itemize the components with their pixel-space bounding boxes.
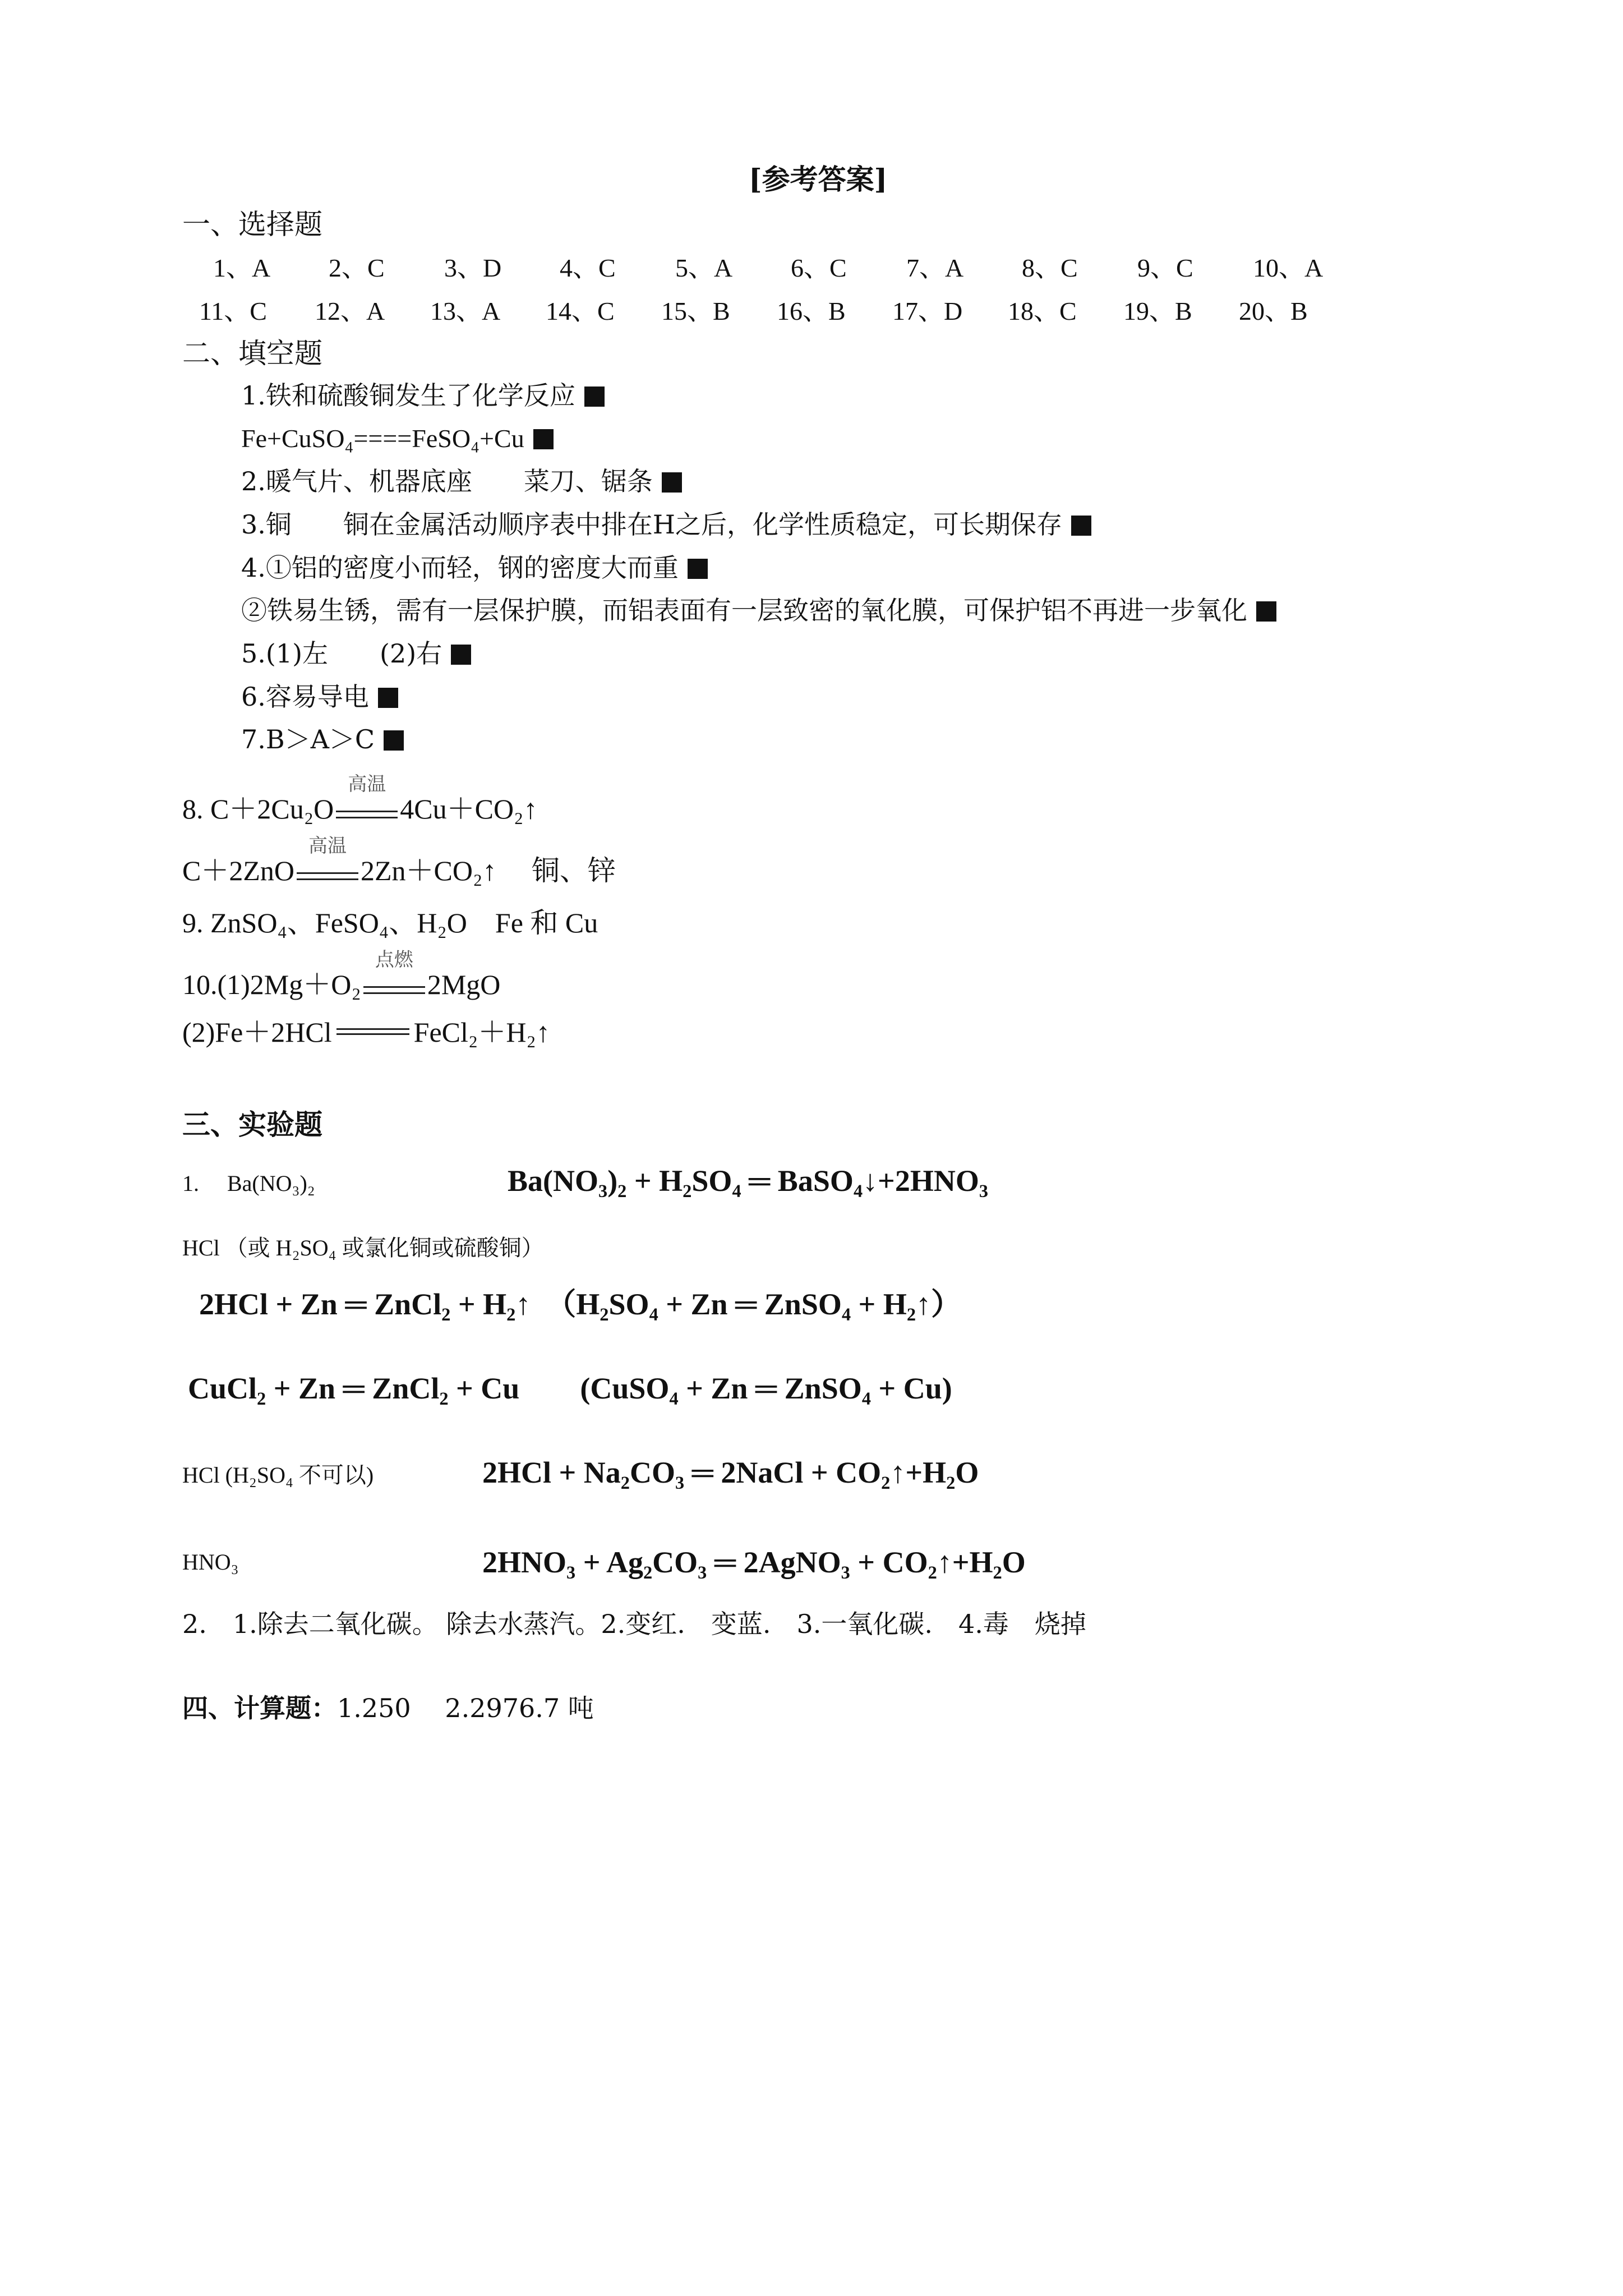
fill-answer-1-equation: Fe+CuSO₄====FeSO₄+Cu bbox=[241, 422, 554, 455]
experiment-1-equation-zn: 2HCl + Zn ═ ZnCl₂ + H₂↑ （H₂SO₄ + Zn ═ ZnSO₄ + H₂↑） bbox=[199, 1287, 962, 1321]
choice-answer: 9、C bbox=[1137, 254, 1193, 282]
section-1-heading: 一、选择题 bbox=[182, 208, 322, 241]
choice-answer: 15、B bbox=[661, 297, 730, 325]
experiment-1-reagent: HCl （或 H₂SO₄ 或氯化铜或硫酸铜） bbox=[182, 1235, 544, 1260]
fill-answer-1: 1.铁和硫酸铜发生了化学反应 bbox=[241, 379, 605, 412]
choice-answers-row-1 bbox=[213, 251, 1368, 285]
fill-answer-6: 6.容易导电 bbox=[241, 680, 398, 714]
section-3-heading: 三、实验题 bbox=[182, 1108, 322, 1141]
reaction-condition: 高温 bbox=[336, 798, 398, 818]
choice-answer: 1、A bbox=[213, 254, 271, 282]
choice-answer: 13、A bbox=[430, 297, 501, 325]
end-mark-icon bbox=[1071, 516, 1091, 536]
end-mark-icon bbox=[378, 688, 398, 708]
choice-answers-row-2 bbox=[199, 295, 1354, 328]
end-mark-icon bbox=[584, 386, 605, 407]
choice-answer: 5、A bbox=[675, 254, 733, 282]
end-mark-icon bbox=[662, 472, 682, 493]
fill-answer-2: 2.暖气片、机器底座 菜刀、锯条 bbox=[241, 464, 682, 498]
page-title: [参考答案] bbox=[749, 163, 888, 196]
section-4-heading: 四、计算题： bbox=[182, 1693, 337, 1723]
end-mark-icon bbox=[384, 730, 404, 751]
experiment-1-label: 1. Ba(NO₃)₂ bbox=[182, 1171, 315, 1196]
choice-answer: 20、B bbox=[1239, 297, 1308, 325]
reaction-condition: 高温 bbox=[297, 860, 358, 880]
fill-answer-7: 7.B＞A＞C bbox=[241, 723, 404, 756]
fill-answer-4b: ②铁易生锈，需有一层保护膜，而铝表面有一层致密的氧化膜，可保护铝不再进一步氧化 bbox=[241, 593, 1276, 627]
reaction-condition: 点燃 bbox=[363, 974, 425, 994]
fill-answer-3: 3.铜 铜在金属活动顺序表中排在H之后，化学性质稳定，可长期保存 bbox=[241, 508, 1091, 541]
choice-answer: 8、C bbox=[1022, 254, 1078, 282]
fill-answer-4a: 4.①铝的密度小而轻，钢的密度大而重 bbox=[241, 551, 708, 585]
experiment-1-equation-ag: 2HNO₃ + Ag₂CO₃ ═ 2AgNO₃ + CO₂↑+H₂O bbox=[482, 1545, 1026, 1579]
choice-answer: 3、D bbox=[444, 254, 502, 282]
choice-answer: 19、B bbox=[1123, 297, 1192, 325]
experiment-1-equation: Ba(NO₃)₂ + H₂SO₄ ═ BaSO₄↓+2HNO₃ bbox=[508, 1164, 989, 1198]
section-2-heading: 二、填空题 bbox=[182, 337, 322, 370]
choice-answer: 17、D bbox=[892, 297, 963, 325]
experiment-1-reagent-2: HCl (H₂SO₄ 不可以) bbox=[182, 1462, 374, 1488]
fill-answer-10b: (2)Fe＋2HCl FeCl₂＋H₂↑ bbox=[182, 1016, 550, 1048]
choice-answer: 10、A bbox=[1253, 254, 1324, 282]
experiment-1-equation-cu: CuCl₂ + Zn ═ ZnCl₂ + Cu (CuSO₄ + Zn ═ ZnSO₄ + Cu) bbox=[188, 1372, 952, 1405]
end-mark-icon bbox=[533, 429, 554, 449]
choice-answer: 7、A bbox=[906, 254, 964, 282]
choice-answer: 2、C bbox=[329, 254, 385, 282]
end-mark-icon bbox=[1256, 601, 1276, 622]
choice-answer: 16、B bbox=[777, 297, 846, 325]
choice-answer: 18、C bbox=[1008, 297, 1077, 325]
fill-answer-8a: 8. C＋2Cu₂O 高温 4Cu＋CO₂↑ bbox=[182, 774, 538, 825]
fill-answer-10a: 10.(1)2Mg＋O₂ 点燃 2MgO bbox=[182, 950, 501, 1000]
fill-answer-9: 9. ZnSO₄、FeSO₄、H₂O Fe 和 Cu bbox=[182, 907, 598, 938]
fill-answer-8b: C＋2ZnO 高温 2Zn＋CO₂↑ 铜、锌 bbox=[182, 836, 616, 886]
experiment-1-reagent-3: HNO₃ bbox=[182, 1549, 239, 1575]
end-mark-icon bbox=[688, 559, 708, 579]
end-mark-icon bbox=[451, 645, 471, 665]
experiment-2-answer: 2. 1.除去二氧化碳。 除去水蒸汽。2.变红. 变蓝. 3.一氧化碳. 4.毒 烧掉 bbox=[182, 1609, 1086, 1639]
fill-answer-5: 5.(1)左 (2)右 bbox=[241, 637, 471, 670]
choice-answer: 14、C bbox=[546, 297, 615, 325]
choice-answer: 6、C bbox=[791, 254, 847, 282]
equals-sign bbox=[336, 1028, 409, 1035]
calculation-answers: 四、计算题：1.250 2.2976.7 吨 bbox=[182, 1693, 594, 1723]
choice-answer: 12、A bbox=[315, 297, 385, 325]
experiment-1-equation-na: 2HCl + Na₂CO₃ ═ 2NaCl + CO₂↑+H₂O bbox=[482, 1456, 979, 1489]
choice-answer: 4、C bbox=[560, 254, 616, 282]
choice-answer: 11、C bbox=[199, 297, 267, 325]
